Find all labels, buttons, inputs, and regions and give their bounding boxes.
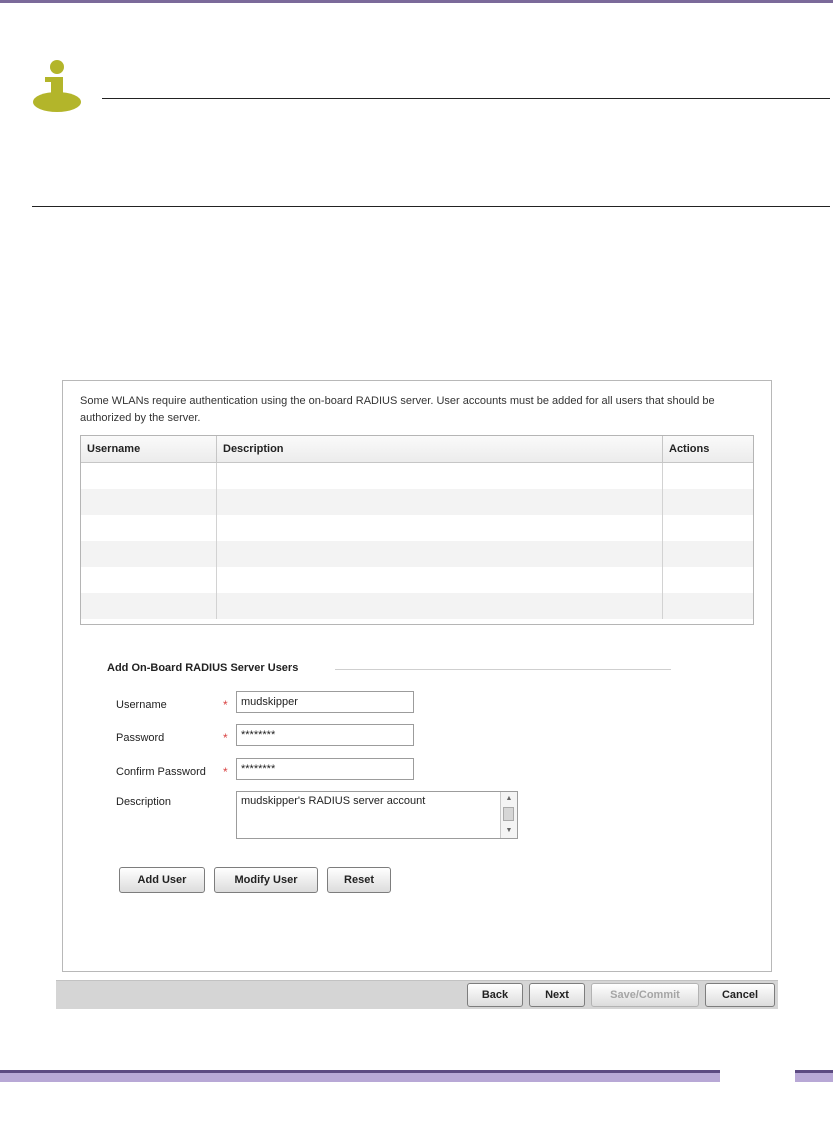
- username-input[interactable]: [236, 691, 414, 713]
- table-row: [81, 463, 753, 490]
- table-row: [81, 593, 753, 619]
- table-row: [81, 567, 753, 593]
- confirm-password-required-icon: *: [223, 765, 228, 779]
- table-header-row: [81, 436, 753, 463]
- username-label: Username: [116, 699, 167, 711]
- password-input[interactable]: [236, 724, 414, 746]
- intro-text: Some WLANs require authentication using the on-board RADIUS server. User accounts must be added for all users that should be authorized by the server.: [80, 395, 715, 424]
- confirm-password-input[interactable]: [236, 758, 414, 780]
- note-rule-top: [102, 98, 830, 99]
- description-scrollbar[interactable]: [500, 792, 517, 838]
- modify-user-button[interactable]: Modify User: [214, 867, 318, 893]
- password-label: Password: [116, 732, 165, 744]
- reset-button[interactable]: Reset: [327, 867, 391, 893]
- column-header-actions[interactable]: Actions: [663, 436, 754, 463]
- description-textarea[interactable]: [237, 792, 499, 838]
- note-rule-bottom: [32, 206, 830, 207]
- password-required-icon: *: [223, 731, 228, 745]
- users-table: [80, 435, 754, 625]
- scroll-up-icon[interactable]: ▲: [505, 795, 513, 802]
- page-top-rule: [0, 0, 833, 3]
- back-button[interactable]: Back: [467, 983, 523, 1007]
- page-footer-bar-right: [795, 1070, 833, 1082]
- column-header-username[interactable]: Username: [81, 436, 217, 463]
- cancel-button[interactable]: Cancel: [705, 983, 775, 1007]
- username-required-icon: *: [223, 698, 228, 712]
- column-header-description[interactable]: Description: [217, 436, 663, 463]
- group-divider: [335, 669, 671, 670]
- table-row: [81, 515, 753, 541]
- wizard-footer: [56, 980, 778, 1009]
- scroll-down-icon[interactable]: ▼: [505, 827, 513, 834]
- confirm-password-label: Confirm Password: [116, 766, 206, 778]
- table-row: [81, 489, 753, 515]
- next-button[interactable]: Next: [529, 983, 585, 1007]
- note-info-icon: [30, 57, 84, 115]
- add-user-button[interactable]: Add User: [119, 867, 205, 893]
- add-users-group-title: Add On-Board RADIUS Server Users: [107, 662, 299, 674]
- save-commit-button[interactable]: Save/Commit: [591, 983, 699, 1007]
- radius-users-dialog: [62, 380, 772, 972]
- scroll-thumb[interactable]: [503, 807, 514, 821]
- page-footer-bar: [0, 1070, 720, 1082]
- table-row: [81, 541, 753, 567]
- description-box: [236, 791, 518, 839]
- description-label: Description: [116, 796, 172, 808]
